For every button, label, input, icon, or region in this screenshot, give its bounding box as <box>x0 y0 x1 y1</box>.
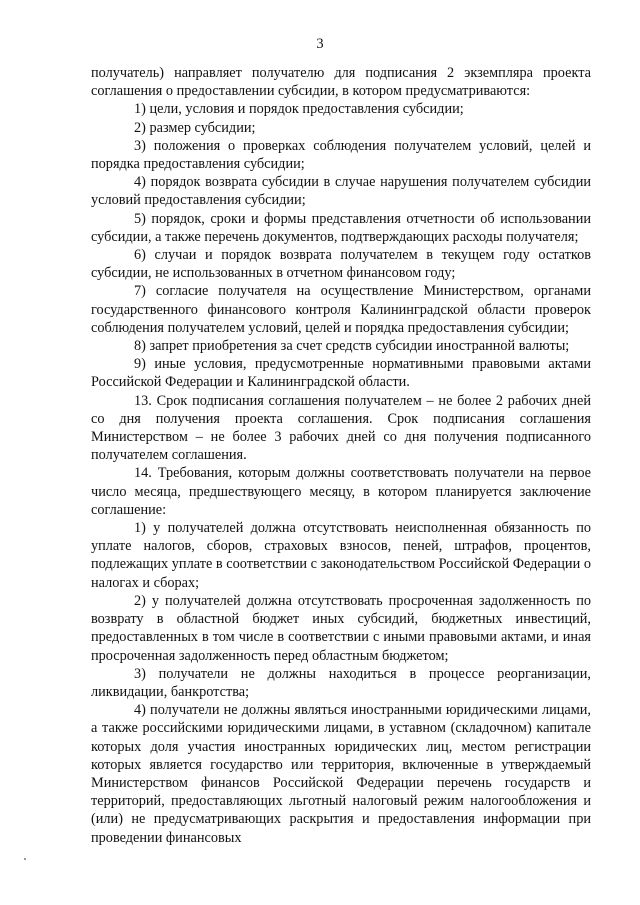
paragraph: 2) у получателей должна отсутствовать просроченная задолженность по возврату в областной бюджет иных субсидий, бюджетных инвестиций, предоставленных в том числе в соответствии с иными правовыми актами, и иная просроченная задолженность перед областным бюджетом; <box>91 592 591 664</box>
scan-speck <box>24 858 26 860</box>
paragraph: 2) размер субсидии; <box>134 119 256 136</box>
paragraph: 3) получатели не должны находиться в процессе реорганизации, ликвидации, банкротства; <box>91 665 591 700</box>
paragraph: 4) получатели не должны являться иностранными юридическими лицами, а также российскими юридическими лицами, в уставном (складочном) капитале которых доля участия иностранных юридических лиц, местом регистрации которых является государство или территория, включенные в утверждаемый Министерством финансов Российской Федерации перечень государств и территорий, предоставляющих льготный налоговый режим налогообложения и (или) не предусматривающих раскрытия и предоставления информации при проведении финансовых <box>91 702 591 846</box>
paragraph: 6) случаи и порядок возврата получателем в текущем году остатков субсидии, не использованных в отчетном финансовом году; <box>91 247 591 282</box>
paragraph: получатель) направляет получателю для подписания 2 экземпляра проекта соглашения о предоставлении субсидии, в котором предусматриваются: <box>91 65 591 100</box>
paragraph: 9) иные условия, предусмотренные нормативными правовыми актами Российской Федерации и Калининградской области. <box>91 356 591 391</box>
paragraph: 8) запрет приобретения за счет средств субсидии иностранной валюты; <box>134 338 570 355</box>
paragraph: 3) положения о проверках соблюдения получателем условий, целей и порядка предоставления субсидии; <box>91 137 591 173</box>
document-body <box>91 64 591 847</box>
paragraph: 1) у получателей должна отсутствовать неисполненная обязанность по уплате налогов, сборов, страховых взносов, пеней, штрафов, процентов, подлежащих уплате в соответствии с законодательством Российской Федерации о налогах и сборах; <box>91 520 591 591</box>
paragraph: 14. Требования, которым должны соответствовать получатели на первое число месяца, предшествующего месяцу, в котором планируется заключение соглашение: <box>91 465 591 518</box>
paragraph: 1) цели, условия и порядок предоставления субсидии; <box>134 101 464 118</box>
paragraph: 13. Срок подписания соглашения получателем – не более 2 рабочих дней со дня получения проекта соглашения. Срок подписания соглашения Министерством – не более 3 рабочих дней со дня получения подписанного получателем соглашения. <box>91 392 591 464</box>
paragraph: 4) порядок возврата субсидии в случае нарушения получателем субсидии условий предоставления субсидии; <box>91 174 591 209</box>
paragraph: 7) согласие получателя на осуществление Министерством, органами государственного финансового контроля Калининградской области проверок соблюдения получателем условий, целей и порядка предоставления субсидии; <box>91 283 591 336</box>
paragraph: 5) порядок, сроки и формы представления отчетности об использовании субсидии, а также перечень документов, подтверждающих расходы получателя; <box>91 210 591 245</box>
page-number: 3 <box>316 36 324 52</box>
